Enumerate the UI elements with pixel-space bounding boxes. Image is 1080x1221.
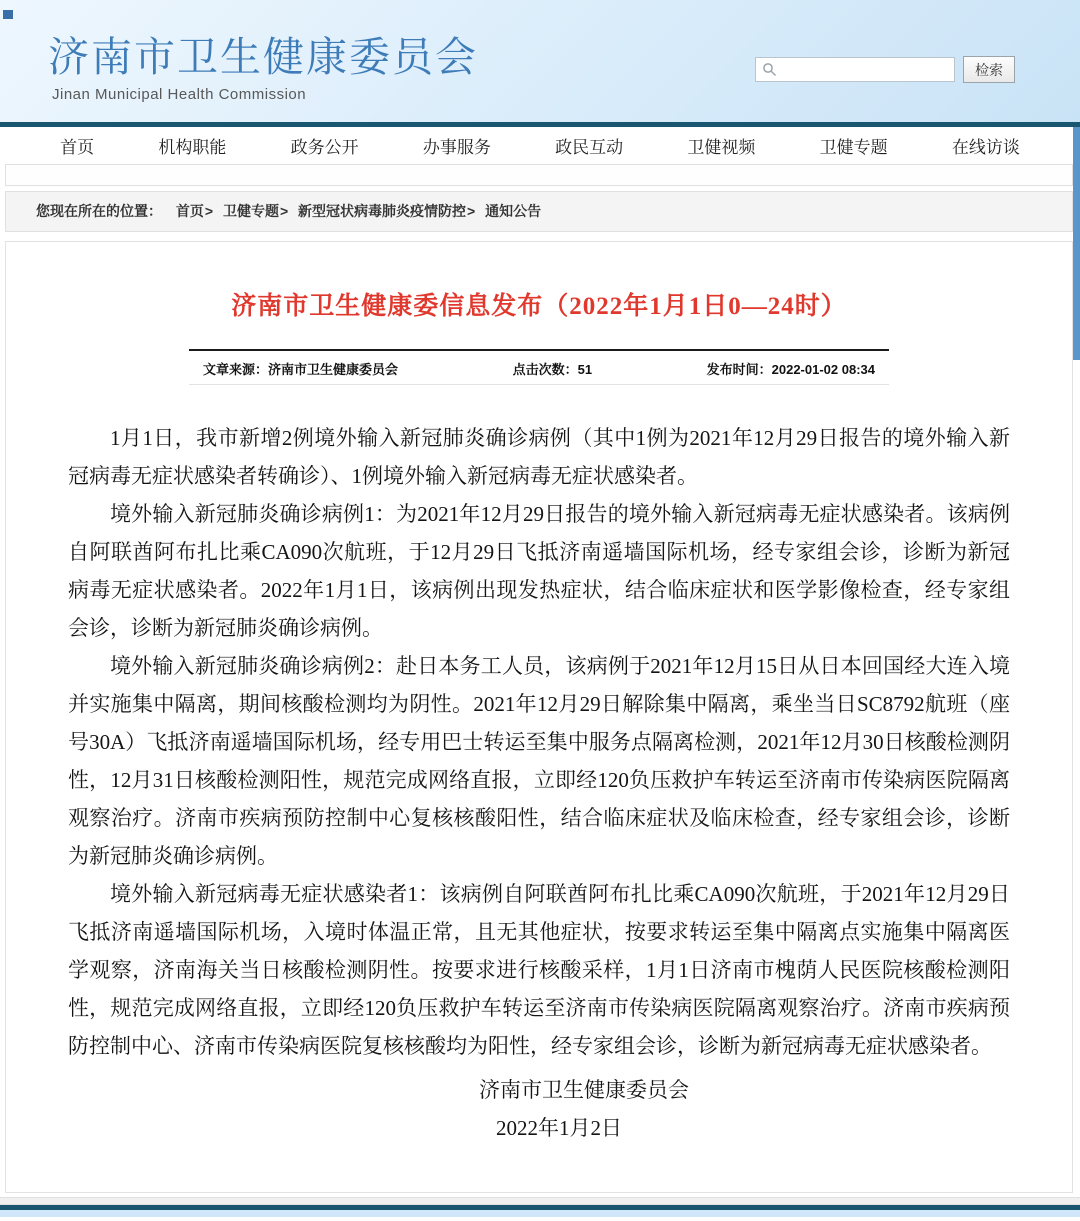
breadcrumb-item-notices[interactable]: 通知公告	[485, 203, 542, 219]
meta-source-value: 济南市卫生健康委员会	[268, 362, 399, 377]
paragraph-summary: 1月1日，我市新增2例境外输入新冠肺炎确诊病例（其中1例为2021年12月29日报告的境外输入新冠病毒无症状感染者转确诊）、1例境外输入新冠病毒无症状感染者。	[68, 426, 1010, 488]
search-box[interactable]	[755, 57, 955, 82]
footer-band	[0, 1197, 1080, 1205]
paragraph-case-2: 境外输入新冠肺炎确诊病例2：赴日本务工人员，该病例于2021年12月15日从日本回国经大连入境并实施集中隔离，期间核酸检测均为阴性。2021年12月29日解除集中隔离，乘坐当日SC8792航班（座号30A）飞抵济南遥墙国际机场，经专用巴士转运至集中服务点隔离检测，2021年12月30日核酸检测阴性，12月31日核酸检测阳性，规范完成网络直报，立即经120负压救护车转运至济南市传染病医院隔离观察治疗。济南市疾病预防控制中心复核核酸阳性，结合临床症状及临床检查，经专家组会诊，诊断为新冠肺炎确诊病例。	[68, 654, 1010, 868]
nav-item-online-interview[interactable]: 在线访谈	[951, 138, 1020, 157]
meta-source	[203, 359, 398, 378]
breadcrumb-item-home[interactable]: 首页	[175, 203, 204, 219]
article-meta-bar	[189, 349, 889, 385]
breadcrumb	[5, 191, 1073, 232]
nav-item-functions[interactable]: 机构职能	[158, 138, 227, 157]
nav-item-gov-affairs[interactable]: 政务公开	[290, 138, 359, 157]
breadcrumb-separator: >	[204, 203, 214, 219]
signature-date: 2022年1月2日	[496, 1116, 622, 1140]
meta-clicks-value: 51	[577, 362, 593, 377]
meta-publish-label: 发布时间：	[706, 362, 772, 377]
paragraph-case-1: 境外输入新冠肺炎确诊病例1：为2021年12月29日报告的境外输入新冠病毒无症状感染者。该病例自阿联酋阿布扎比乘CA090次航班，于12月29日飞抵济南遥墙国际机场，经专家组会诊，诊断为新冠病毒无症状感染者。2022年1月1日，该病例出现发热症状，结合临床症状和医学影像检查，经专家组会诊，诊断为新冠肺炎确诊病例。	[68, 502, 1010, 640]
meta-clicks	[513, 359, 592, 378]
meta-clicks-label: 点击次数：	[512, 362, 578, 377]
article-title: 济南市卫生健康委信息发布（2022年1月1日0—24时）	[231, 293, 847, 320]
site-title: 济南市卫生健康委员会	[48, 34, 478, 80]
breadcrumb-separator: >	[279, 203, 289, 219]
search-input[interactable]	[781, 59, 957, 80]
search-button[interactable]: 检索	[963, 56, 1015, 83]
breadcrumb-item-covid-control[interactable]: 新型冠状病毒肺炎疫情防控	[298, 203, 467, 219]
article-body	[34, 419, 1044, 1147]
article-container	[5, 241, 1073, 1193]
nav-item-services[interactable]: 办事服务	[422, 138, 491, 157]
search-icon	[762, 62, 777, 77]
corner-mark	[3, 10, 13, 19]
nav-item-home[interactable]: 首页	[60, 138, 95, 157]
main-nav	[0, 127, 1080, 164]
meta-source-label: 文章来源：	[203, 362, 269, 377]
site-subtitle: Jinan Municipal Health Commission	[52, 86, 307, 103]
site-header	[0, 0, 1080, 122]
breadcrumb-prefix: 您现在所在的位置：	[36, 203, 162, 219]
nav-item-videos[interactable]: 卫健视频	[687, 138, 756, 157]
meta-publish-value: 2022-01-02 08:34	[771, 362, 875, 377]
nav-item-topics[interactable]: 卫健专题	[819, 138, 888, 157]
search-area	[755, 56, 1015, 83]
site-brand	[48, 24, 478, 103]
signature-org: 济南市卫生健康委员会	[479, 1078, 689, 1102]
right-edge-strip	[1073, 127, 1080, 360]
empty-strip	[5, 164, 1073, 186]
nav-item-interaction[interactable]: 政民互动	[555, 138, 624, 157]
footer-blue-strip	[0, 1210, 1080, 1217]
paragraph-asymptomatic-1: 境外输入新冠病毒无症状感染者1：该病例自阿联酋阿布扎比乘CA090次航班，于2021年12月29日飞抵济南遥墙国际机场，入境时体温正常，且无其他症状，按要求转运至集中隔离点实施集中隔离医学观察，济南海关当日核酸检测阴性。按要求进行核酸采样，1月1日济南市槐荫人民医院核酸检测阳性，规范完成网络直报，立即经120负压救护车转运至济南市传染病医院隔离观察治疗。济南市疾病预防控制中心、济南市传染病医院复核核酸均为阳性，经专家组会诊，诊断为新冠病毒无症状感染者。	[68, 882, 1010, 1058]
breadcrumb-item-topics[interactable]: 卫健专题	[222, 203, 279, 219]
meta-publish-time	[707, 359, 875, 378]
breadcrumb-separator: >	[467, 203, 476, 219]
